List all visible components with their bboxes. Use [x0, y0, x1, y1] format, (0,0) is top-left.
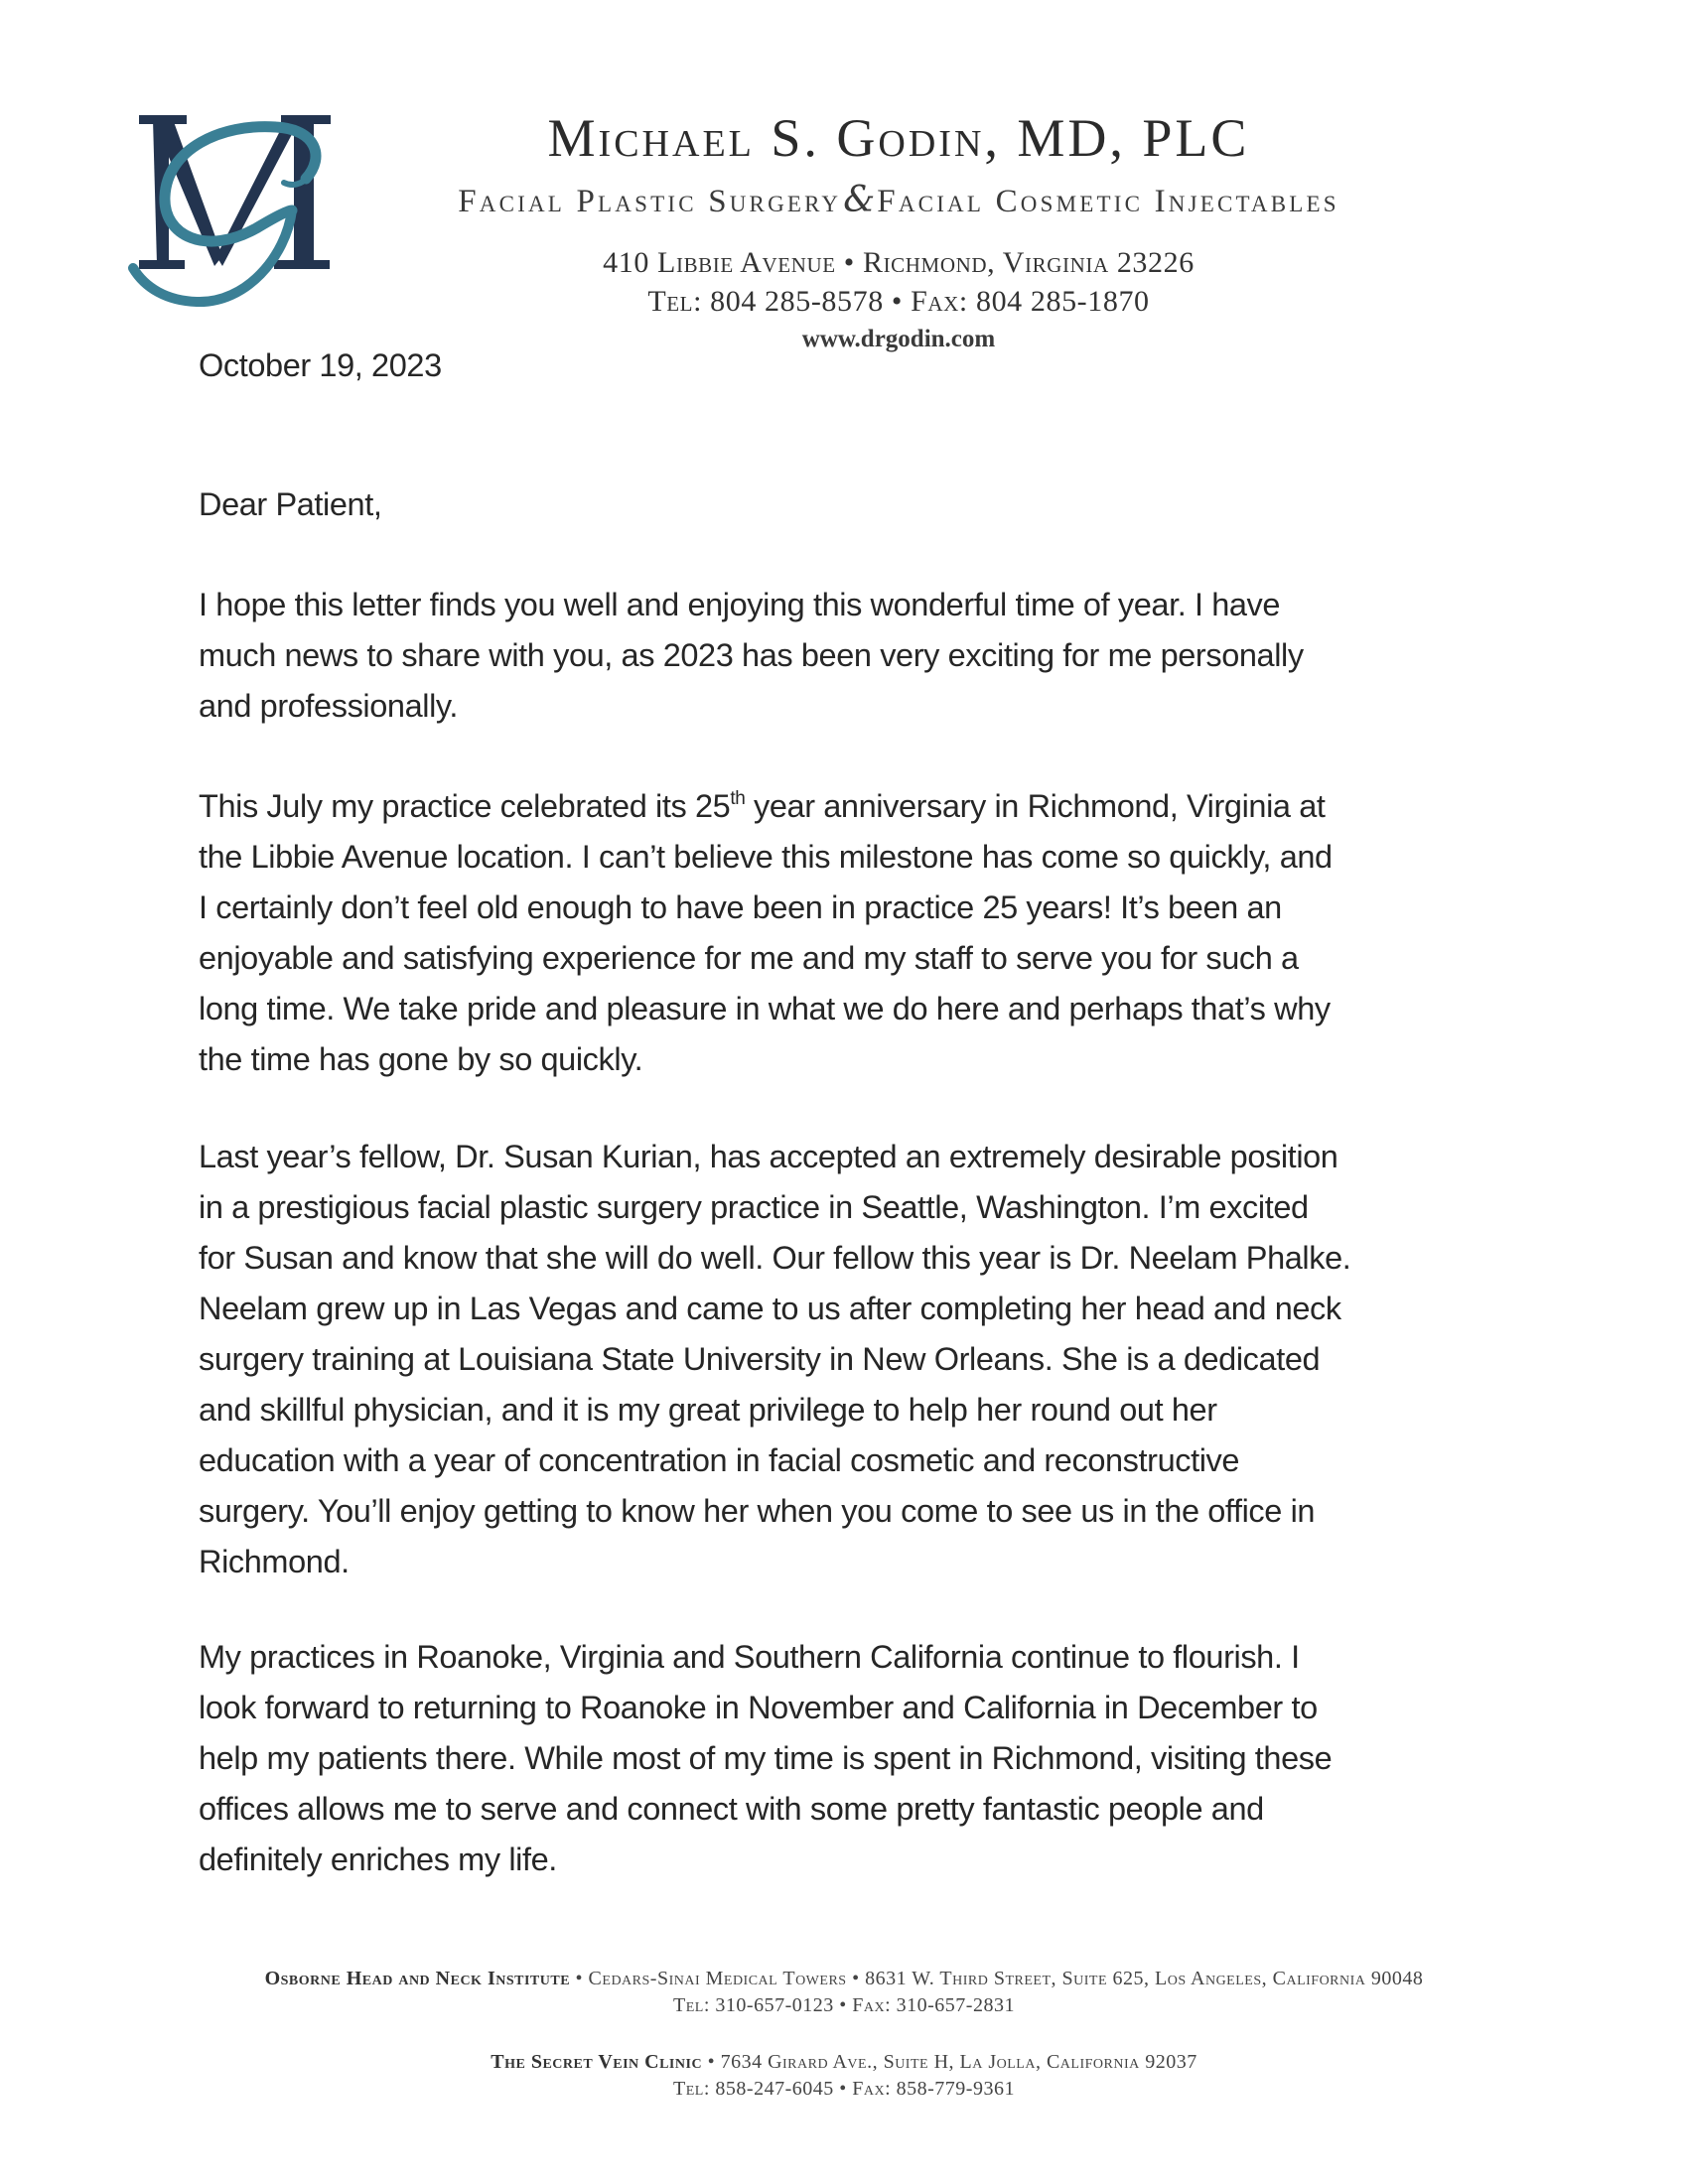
paragraph-line: much news to share with you, as 2023 has been very exciting for me personally: [199, 637, 1304, 673]
paragraph-line: long time. We take pride and pleasure in what we do here and perhaps that’s why: [199, 991, 1331, 1026]
paragraph-anniversary: [199, 781, 1499, 1085]
footer-office-secret-vein-phone: Tel: 858-247-6045 • Fax: 858-779-9361: [673, 2078, 1015, 2100]
paragraph-line: education with a year of concentration in facial cosmetic and reconstructive: [199, 1442, 1240, 1478]
ampersand: &: [843, 180, 876, 220]
line-text: year anniversary in Richmond, Virginia at: [745, 788, 1326, 824]
practice-address: 410 Libbie Avenue • Richmond, Virginia 23226: [603, 246, 1195, 279]
paragraph-practices: [199, 1632, 1499, 1885]
practice-phone-fax: Tel: 804 285-8578 • Fax: 804 285-1870: [647, 285, 1150, 318]
paragraph-line: the Libbie Avenue location. I can’t believe this milestone has come so quickly, and: [199, 839, 1333, 875]
office-name: The Secret Vein Clinic: [491, 2051, 703, 2073]
ordinal-suffix: th: [730, 788, 746, 809]
paragraph-line: Last year’s fellow, Dr. Susan Kurian, has accepted an extremely desirable position: [199, 1139, 1338, 1174]
paragraph-line: I hope this letter finds you well and enjoying this wonderful time of year. I have: [199, 587, 1281, 622]
office-address: • 7634 Girard Ave., Suite H, La Jolla, California 92037: [702, 2051, 1197, 2073]
paragraph-line: offices allows me to serve and connect with some pretty fantastic people and: [199, 1791, 1264, 1827]
footer-office-osborne-phone: Tel: 310-657-0123 • Fax: 310-657-2831: [673, 1994, 1015, 2016]
practice-specialties: [377, 179, 1420, 223]
footer-office-osborne: [99, 1966, 1589, 1992]
letter-salutation: Dear Patient,: [199, 486, 382, 522]
paragraph-line: help my patients there. While most of my time is spent in Richmond, visiting these: [199, 1740, 1333, 1776]
paragraph-line: the time has gone by so quickly.: [199, 1041, 643, 1077]
paragraph-line: look forward to returning to Roanoke in November and California in December to: [199, 1690, 1318, 1725]
paragraph-line: My practices in Roanoke, Virginia and Southern California continue to flourish. I: [199, 1639, 1300, 1675]
paragraph-line: in a prestigious facial plastic surgery practice in Seattle, Washington. I’m excited: [199, 1189, 1309, 1225]
footer-office-secret-vein: [99, 2049, 1589, 2076]
office-address: • Cedars-Sinai Medical Towers • 8631 W. Third Street, Suite 625, Los Angeles, California 90048: [570, 1968, 1424, 1989]
line-text: This July my practice celebrated its 25: [199, 788, 731, 824]
paragraph-line: and professionally.: [199, 688, 458, 724]
office-name: Osborne Head and Neck Institute: [264, 1968, 571, 1989]
practice-name: Michael S. Godin, MD, PLC: [547, 108, 1250, 168]
paragraph-line: surgery training at Louisiana State University in New Orleans. She is a dedicated: [199, 1341, 1321, 1377]
paragraph-line: Richmond.: [199, 1544, 350, 1579]
paragraph-line: definitely enriches my life.: [199, 1842, 557, 1877]
mg-monogram-logo-icon: [127, 107, 341, 311]
paragraph-fellows: [199, 1132, 1499, 1587]
paragraph-line: for Susan and know that she will do well. Our fellow this year is Dr. Neelam Phalke.: [199, 1240, 1351, 1276]
paragraph-line: Neelam grew up in Las Vegas and came to us after completing her head and neck: [199, 1291, 1341, 1326]
paragraph-line: [199, 781, 1499, 832]
paragraph-line: surgery. You’ll enjoy getting to know her when you come to see us in the office in: [199, 1493, 1316, 1529]
paragraph-greeting: [199, 580, 1499, 732]
paragraph-line: I certainly don’t feel old enough to have been in practice 25 years! It’s been an: [199, 889, 1282, 925]
specialty-injectables: Facial Cosmetic Injectables: [877, 184, 1339, 219]
practice-website-link[interactable]: www.drgodin.com: [801, 326, 996, 352]
paragraph-line: enjoyable and satisfying experience for me and my staff to serve you for such a: [199, 940, 1299, 976]
paragraph-line: and skillful physician, and it is my great privilege to help her round out her: [199, 1392, 1217, 1428]
specialty-surgery: Facial Plastic Surgery: [458, 184, 842, 219]
letter-date: October 19, 2023: [199, 347, 442, 383]
